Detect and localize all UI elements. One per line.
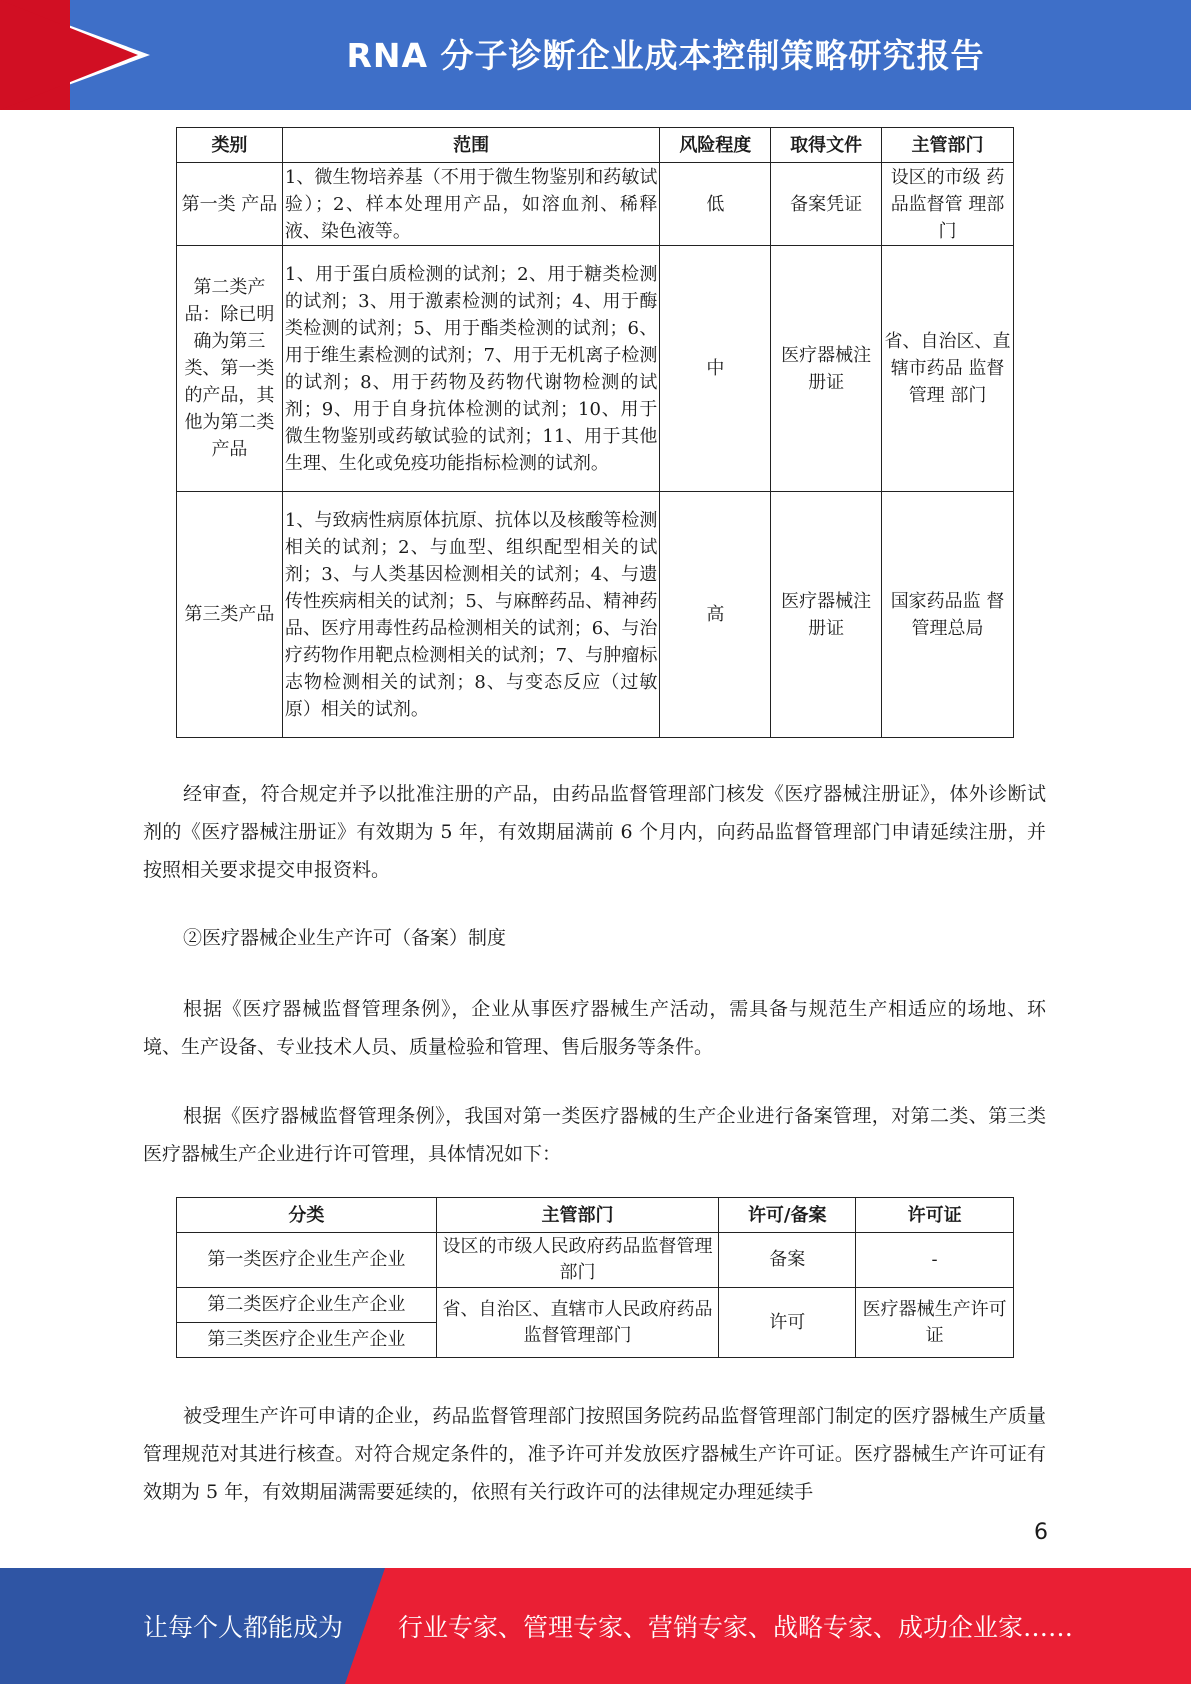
table-row [177,1233,1014,1288]
header-category: 类别 [177,128,283,163]
cell-license: 医疗器械生产许可证 [856,1288,1014,1358]
cell-document: 备案凭证 [771,163,882,246]
header-license: 许可证 [856,1198,1014,1233]
report-title: RNA 分子诊断企业成本控制策略研究报告 [346,36,985,75]
cell-scope: 1、微生物培养基（不用于微生物鉴别和药敏试验）；2、样本处理用产品，如溶血剂、稀释液、染色液等。 [282,163,660,246]
cell-authority: 省、自治区、直辖市人民政府药品监督管理部门 [436,1288,719,1358]
cell-risk: 中 [660,246,771,492]
header-authority: 主管部门 [882,128,1014,163]
cell-authority: 设区的市级人民政府药品监督管理部门 [436,1233,719,1288]
cell-classification: 第三类医疗企业生产企业 [177,1323,437,1358]
cell-classification: 第一类医疗企业生产企业 [177,1233,437,1288]
cell-license-type: 备案 [719,1233,856,1288]
cell-scope: 1、与致病性病原体抗原、抗体以及核酸等检测相关的试剂；2、与血型、组织配型相关的试剂；3、与人类基因检测相关的试剂；4、与遗传性疾病相关的试剂；5、与麻醉药品、精神药品、医疗用毒性药品检测相关的试剂；6、与治疗药物作用靶点检测相关的试剂；7、与肿瘤标志物检测相关的试剂；8、与变态反应（过敏原）相关的试剂。 [282,492,660,738]
production-license-table [176,1197,1014,1358]
table-row [177,1288,1014,1323]
paragraph-filing-management: 根据《医疗器械监督管理条例》，我国对第一类医疗器械的生产企业进行备案管理，对第二类、第三类医疗器械生产企业进行许可管理，具体情况如下： [143,1105,1046,1165]
header-license-type: 许可/备案 [719,1198,856,1233]
footer-slogan-left: 让每个人都能成为 [143,1613,344,1642]
table-row [177,246,1014,492]
table-row [177,492,1014,738]
cell-document: 医疗器械注册证 [771,246,882,492]
header-risk: 风险程度 [660,128,771,163]
cell-scope: 1、用于蛋白质检测的试剂；2、用于糖类检测的试剂；3、用于激素检测的试剂；4、用于酶类检测的试剂；5、用于酯类检测的试剂；6、用于维生素检测的试剂；7、用于无机离子检测的试剂；8、用于药物及药物代谢物检测的试剂；9、用于自身抗体检测的试剂；10、用于微生物鉴别或药敏试验的试剂；11、用于其他生理、生化或免疫功能指标检测的试剂。 [282,246,660,492]
page-number: 6 [1034,1520,1048,1545]
section-heading-production-license: ②医疗器械企业生产许可（备案）制度 [183,927,507,949]
header-classification: 分类 [177,1198,437,1233]
footer-blue-slant [345,1568,385,1684]
cell-document: 医疗器械注册证 [771,492,882,738]
cell-license-type: 许可 [719,1288,856,1358]
page-footer [0,1568,1191,1684]
cell-category: 第一类 产品 [177,163,283,246]
header-red-chevron [0,0,138,110]
cell-authority: 设区的市级 药品监督管 理部门 [882,163,1014,246]
paragraph-license-review: 被受理生产许可申请的企业，药品监督管理部门按照国务院药品监督管理部门制定的医疗器械生产质量管理规范对其进行核查。对符合规定条件的，准予许可并发放医疗器械生产许可证。医疗器械生产许可证有效期为 5 年，有效期届满需要延续的，依照有关行政许可的法律规定办理延续手 [143,1405,1046,1503]
ivd-classification-table [176,127,1014,738]
header-scope: 范围 [282,128,660,163]
table-row [177,163,1014,246]
footer-slogan-right: 行业专家、管理专家、营销专家、战略专家、成功企业家…… [398,1613,1074,1642]
cell-authority: 国家药品监 督管理总局 [882,492,1014,738]
table-header-row [177,128,1014,163]
cell-classification: 第二类医疗企业生产企业 [177,1288,437,1323]
cell-authority: 省、自治区、直辖市药品 监督管理 部门 [882,246,1014,492]
paragraph-production-conditions: 根据《医疗器械监督管理条例》，企业从事医疗器械生产活动，需具备与规范生产相适应的场地、环境、生产设备、专业技术人员、质量检验和管理、售后服务等条件。 [143,998,1046,1058]
paragraph-registration: 经审查，符合规定并予以批准注册的产品，由药品监督管理部门核发《医疗器械注册证》，体外诊断试剂的《医疗器械注册证》有效期为 5 年，有效期届满前 6 个月内，向药品监督管理部门申请延续注册，并按照相关要求提交申报资料。 [143,783,1046,881]
table-header-row [177,1198,1014,1233]
cell-risk: 低 [660,163,771,246]
header-document: 取得文件 [771,128,882,163]
page-header [0,0,1191,110]
cell-category: 第三类产品 [177,492,283,738]
cell-category: 第二类产品：除已明确为第三类、第一类的产品，其他为第二类产品 [177,246,283,492]
cell-license: - [856,1233,1014,1288]
cell-risk: 高 [660,492,771,738]
header-authority: 主管部门 [436,1198,719,1233]
